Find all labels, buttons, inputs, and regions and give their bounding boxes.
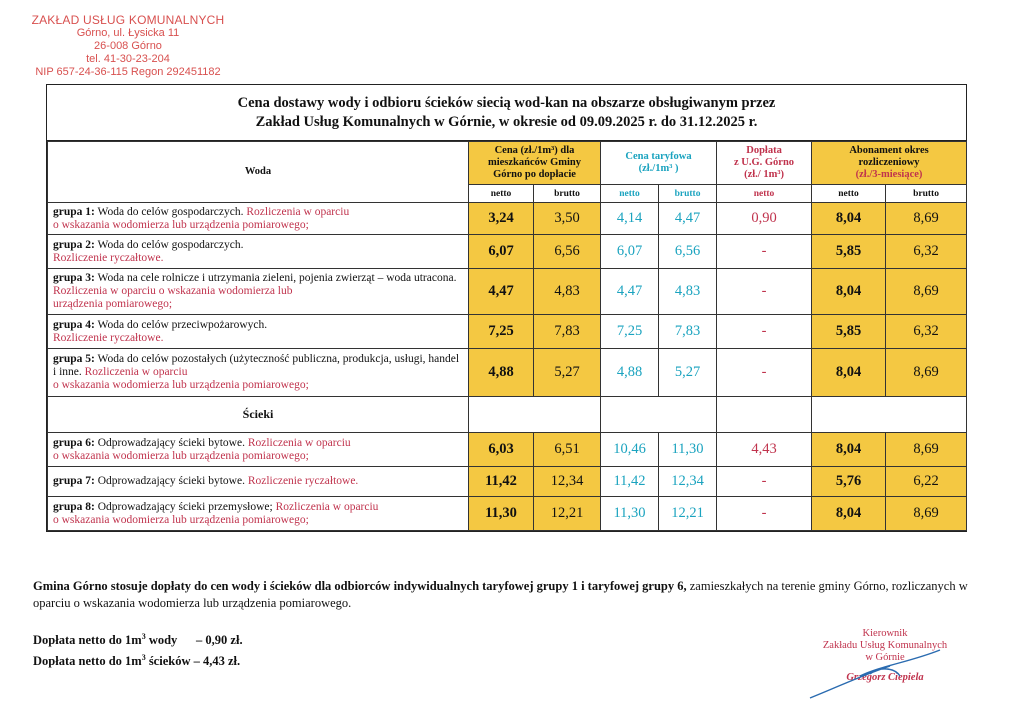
- group-label: grupa 7:: [53, 475, 95, 487]
- tariff-brutto: 7,83: [659, 315, 717, 349]
- group-label: grupa 8:: [53, 500, 95, 513]
- header-taryf-line1: Cena taryfowa: [625, 151, 692, 162]
- tariff-brutto: 5,27: [659, 349, 717, 397]
- group-billing-cont: urządzenia pomiarowego;: [53, 298, 173, 310]
- price-brutto: 6,51: [534, 433, 601, 467]
- table-row: [48, 235, 967, 269]
- header-abon-line3: (zł./3-miesiące): [855, 169, 923, 180]
- subsidy-netto: -: [717, 269, 812, 315]
- tariff-netto: 4,88: [601, 349, 659, 397]
- tariff-netto: 7,25: [601, 315, 659, 349]
- group-label: grupa 3:: [53, 272, 95, 284]
- header-dopl-line1: Dopłata: [746, 145, 782, 156]
- subsidy-netto: -: [717, 315, 812, 349]
- subsidy-netto: 0,90: [717, 203, 812, 235]
- subscription-netto: 5,85: [812, 315, 886, 349]
- price-brutto: 4,83: [534, 269, 601, 315]
- subsidy-netto: -: [717, 467, 812, 497]
- tariff-netto: 4,14: [601, 203, 659, 235]
- group-description: [48, 349, 469, 397]
- group-text: Odprowadzający ścieki bytowe.: [94, 436, 248, 449]
- header-tariff-price: [601, 142, 717, 185]
- group-description: [48, 235, 469, 269]
- subscription-netto: 8,04: [812, 433, 886, 467]
- group-description: [48, 203, 469, 235]
- signature-name: Grzegorz Ciepiela: [846, 672, 924, 683]
- group-label: grupa 5:: [53, 353, 95, 365]
- title-line-1: Cena dostawy wody i odbioru ścieków siecią wod-kan na obszarze obsługiwanym przez: [237, 95, 776, 111]
- subheader-netto: netto: [469, 185, 534, 203]
- subscription-brutto: 8,69: [886, 497, 967, 531]
- tariff-brutto: 6,56: [659, 235, 717, 269]
- signature-role: Kierownik: [862, 628, 908, 639]
- subscription-brutto: 6,32: [886, 315, 967, 349]
- price-netto: 11,42: [469, 467, 534, 497]
- group-text: Woda do celów pozostałych (użyteczność publiczna, produkcja, usługi, handel i inne.: [53, 353, 460, 378]
- price-brutto: 3,50: [534, 203, 601, 235]
- group-billing: Rozliczenia w oparciu: [246, 205, 350, 218]
- group-text: Woda do celów gospodarczych.: [94, 238, 244, 251]
- tariff-netto: 4,47: [601, 269, 659, 315]
- footer-note: [33, 578, 993, 612]
- group-billing: Rozliczenie ryczałtowe.: [247, 475, 359, 487]
- subscription-brutto: 8,69: [886, 349, 967, 397]
- group-description: [48, 269, 469, 315]
- group-billing-cont: o wskazania wodomierza lub urządzenia pomiarowego;: [53, 513, 309, 526]
- title-line-2: Zakład Usług Komunalnych w Górnie, w okresie od 09.09.2025 r. do 31.12.2025 r.: [255, 114, 758, 130]
- group-billing-cont: Rozliczenie ryczałtowe.: [53, 331, 164, 344]
- group-text: Odprowadzający ścieki przemysłowe;: [94, 500, 276, 513]
- footer-note-bold: Gmina Górno stosuje dopłaty do cen wody i ścieków dla odbiorców indywidualnych taryfowej grupy 1 i taryfowej grupy 6,: [33, 579, 687, 593]
- table-row: [48, 467, 967, 497]
- group-label: grupa 1:: [53, 205, 95, 218]
- subheader-netto: netto: [717, 185, 812, 203]
- stamp-phone: tel. 41-30-23-204: [86, 53, 170, 65]
- header-woda: Woda: [48, 142, 469, 203]
- footer-note-rest: zamieszkałych na terenie gminy Górno, rozliczanych w oparciu o wskazania wodomierza lub urządzenia pomiarowego.: [33, 579, 968, 610]
- group-text: Woda do celów gospodarczych.: [94, 205, 247, 218]
- header-cena-line1: Cena (zł./1m³) dla: [494, 145, 575, 156]
- subscription-netto: 8,04: [812, 203, 886, 235]
- tariff-brutto: 4,47: [659, 203, 717, 235]
- subscription-netto: 8,04: [812, 349, 886, 397]
- price-netto: 11,30: [469, 497, 534, 531]
- price-netto: 4,47: [469, 269, 534, 315]
- table-row: [48, 433, 967, 467]
- price-brutto: 12,34: [534, 467, 601, 497]
- table-row: [48, 315, 967, 349]
- price-netto: 3,24: [469, 203, 534, 235]
- subscription-brutto: 6,22: [886, 467, 967, 497]
- subsidy-netto: -: [717, 235, 812, 269]
- header-taryf-line2: (zł./1m³ ): [638, 163, 679, 174]
- subscription-brutto: 6,32: [886, 235, 967, 269]
- price-netto: 6,03: [469, 433, 534, 467]
- tariff-brutto: 4,83: [659, 269, 717, 315]
- group-description: [48, 315, 469, 349]
- subsidy-sewage: Dopłata netto do $1m^3$ ścieków – 4,43 zł.: [33, 653, 241, 669]
- subheader-brutto: brutto: [886, 185, 967, 203]
- price-brutto: 6,56: [534, 235, 601, 269]
- stamp-address: Górno, ul. Łysicka 11: [76, 27, 180, 39]
- group-description: [48, 433, 469, 467]
- table-row: [48, 497, 967, 531]
- group-description: [48, 467, 469, 497]
- tariff-netto: 11,42: [601, 467, 659, 497]
- subheader-netto: netto: [601, 185, 659, 203]
- document-title: [47, 85, 966, 141]
- tariff-brutto: 11,30: [659, 433, 717, 467]
- section-title-scieki: Ścieki: [48, 397, 469, 433]
- price-netto: 6,07: [469, 235, 534, 269]
- subscription-netto: 8,04: [812, 497, 886, 531]
- stamp-company-name: ZAKŁAD USŁUG KOMUNALNYCH: [31, 13, 225, 27]
- group-billing: Rozliczenia w oparciu o wskazania wodomierza lub: [53, 285, 293, 297]
- stamp-postal-code: 26-008 Górno: [94, 40, 162, 52]
- price-netto: 7,25: [469, 315, 534, 349]
- header-abon-line2: rozliczeniowy: [858, 157, 920, 168]
- price-table: [47, 141, 967, 531]
- stamp-tax-ids: NIP 657-24-36-115 Regon 292451182: [35, 66, 221, 78]
- table-row: [48, 269, 967, 315]
- header-cena-line3: Górno po dopłacie: [493, 169, 576, 180]
- price-brutto: 7,83: [534, 315, 601, 349]
- subscription-netto: 5,85: [812, 235, 886, 269]
- tariff-brutto: 12,21: [659, 497, 717, 531]
- group-billing: Rozliczenia w oparciu: [275, 500, 379, 513]
- group-text: Woda na cele rolnicze i utrzymania zieleni, pojenia zwierząt – woda utracona.: [94, 272, 457, 284]
- subsidy-netto: -: [717, 349, 812, 397]
- group-billing-cont: o wskazania wodomierza lub urządzenia pomiarowego;: [53, 218, 309, 231]
- subscription-brutto: 8,69: [886, 433, 967, 467]
- tariff-netto: 11,30: [601, 497, 659, 531]
- tariff-netto: 10,46: [601, 433, 659, 467]
- subheader-brutto: brutto: [534, 185, 601, 203]
- signature-org: Zakładu Usług Komunalnych: [822, 640, 948, 651]
- subsidy-netto: -: [717, 497, 812, 531]
- header-dopl-line3: (zł./ 1m³): [744, 169, 784, 180]
- section-row-scieki: [48, 397, 967, 433]
- header-price-after-subsidy: [469, 142, 601, 185]
- header-abon-line1: Abonament okres: [849, 145, 929, 156]
- company-stamp: [18, 14, 238, 79]
- subsidy-summary: [33, 628, 243, 670]
- signature-stamp: [800, 628, 970, 684]
- group-billing: Rozliczenia w oparciu: [247, 436, 351, 449]
- tariff-brutto: 12,34: [659, 467, 717, 497]
- subsidy-water: Dopłata netto do $1m^3$ wody – 0,90 zł.: [33, 632, 243, 648]
- group-billing-cont: o wskazania wodomierza lub urządzenia pomiarowego;: [53, 449, 309, 462]
- subheader-brutto: brutto: [659, 185, 717, 203]
- group-text: Odprowadzający ścieki bytowe.: [94, 475, 248, 487]
- group-billing: Rozliczenia w oparciu: [84, 366, 188, 378]
- header-subsidy: [717, 142, 812, 185]
- subsidy-netto: 4,43: [717, 433, 812, 467]
- group-label: grupa 4:: [53, 318, 95, 331]
- price-netto: 4,88: [469, 349, 534, 397]
- subscription-brutto: 8,69: [886, 203, 967, 235]
- price-document: [46, 84, 967, 532]
- subscription-brutto: 8,69: [886, 269, 967, 315]
- subscription-netto: 5,76: [812, 467, 886, 497]
- signature-place: w Górnie: [865, 652, 905, 663]
- group-description: [48, 497, 469, 531]
- header-subscription: [812, 142, 967, 185]
- price-brutto: 5,27: [534, 349, 601, 397]
- tariff-netto: 6,07: [601, 235, 659, 269]
- subheader-netto: netto: [812, 185, 886, 203]
- price-brutto: 12,21: [534, 497, 601, 531]
- table-row: [48, 349, 967, 397]
- group-label: grupa 2:: [53, 238, 95, 251]
- subscription-netto: 8,04: [812, 269, 886, 315]
- header-dopl-line2: z U.G. Górno: [733, 157, 795, 168]
- table-row: [48, 203, 967, 235]
- group-text: Woda do celów przeciwpożarowych.: [94, 318, 268, 331]
- header-cena-line2: mieszkańców Gminy: [487, 157, 582, 168]
- group-billing-cont: o wskazania wodomierza lub urządzenia pomiarowego;: [53, 379, 309, 391]
- group-label: grupa 6:: [53, 436, 95, 449]
- handwritten-signature-icon: [800, 636, 970, 706]
- group-billing-cont: Rozliczenie ryczałtowe.: [53, 251, 164, 264]
